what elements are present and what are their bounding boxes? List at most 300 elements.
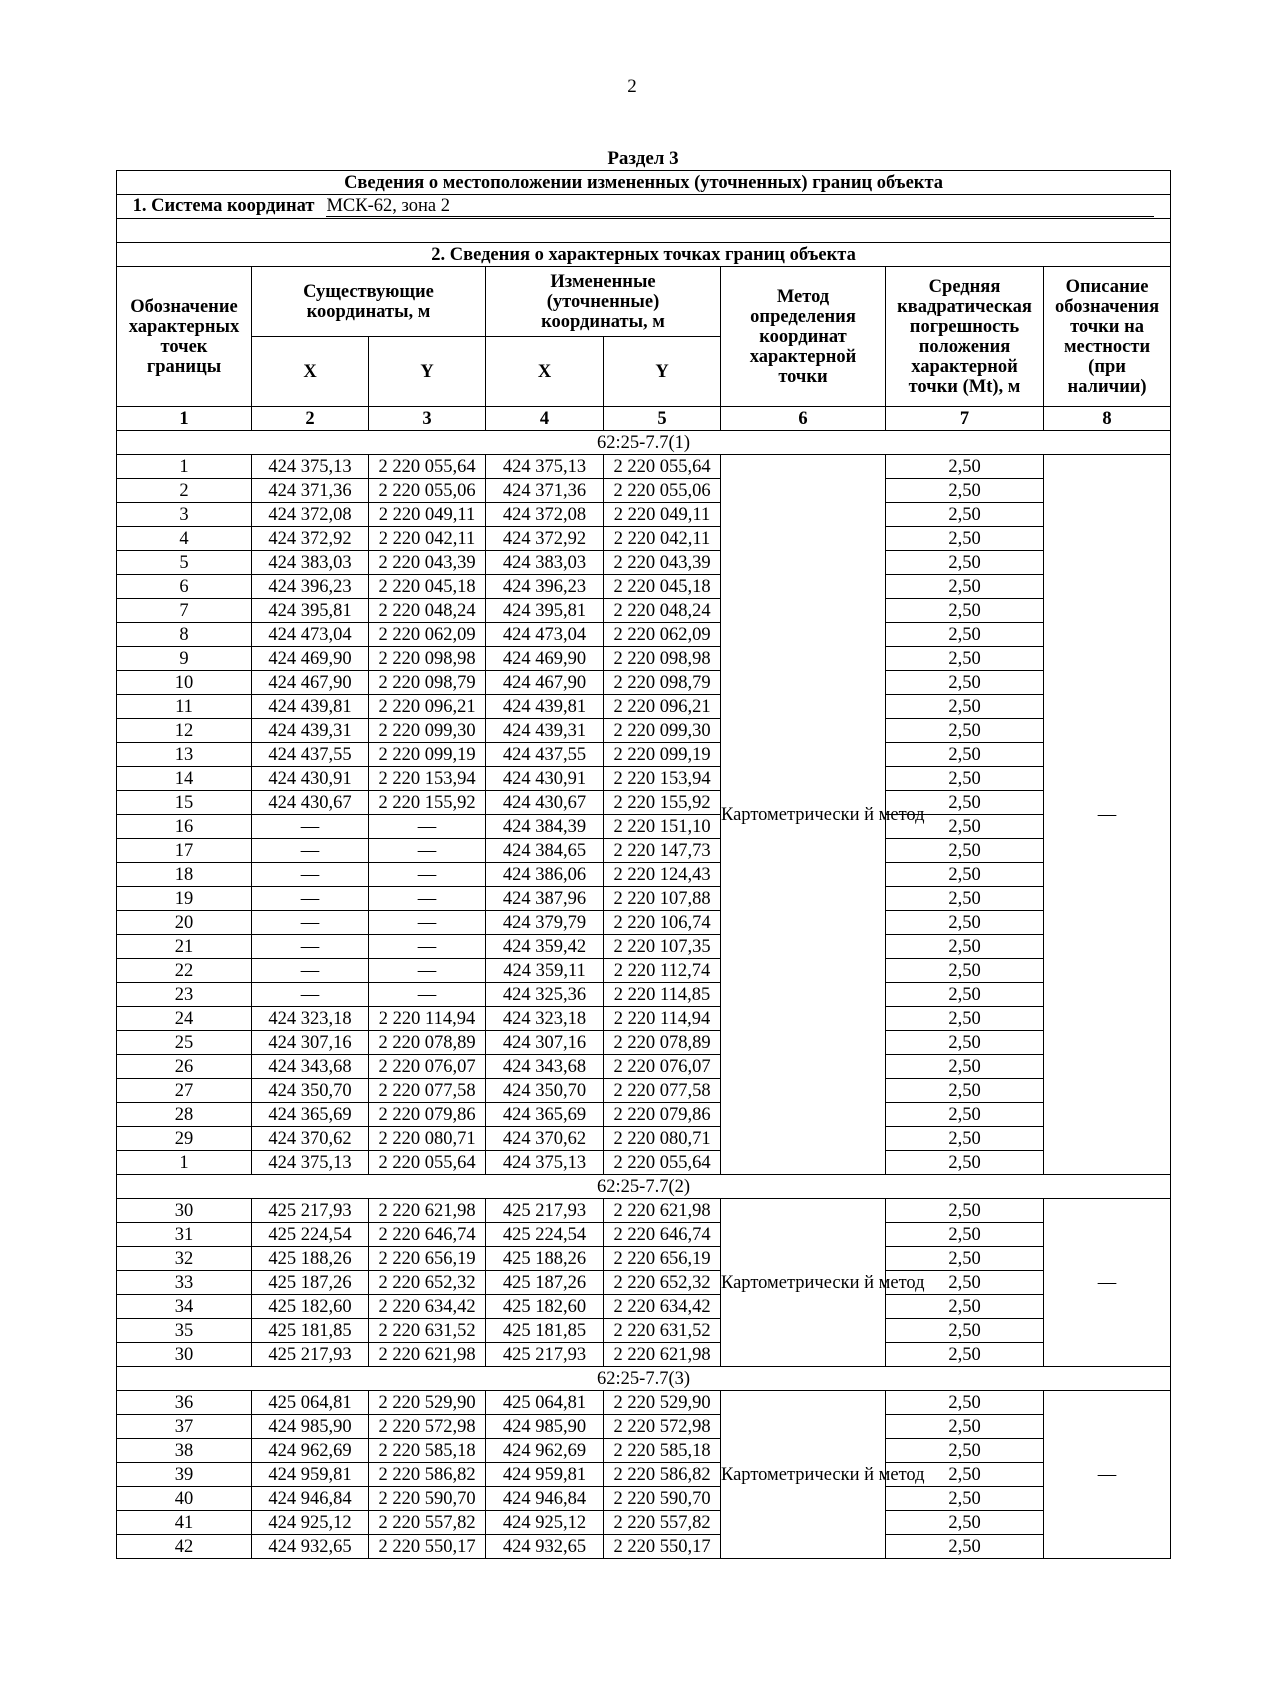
changed-x: 424 386,06 <box>486 863 604 887</box>
changed-x: 424 946,84 <box>486 1487 604 1511</box>
changed-x: 425 224,54 <box>486 1223 604 1247</box>
existing-x: 424 383,03 <box>252 551 369 575</box>
existing-y: 2 220 572,98 <box>369 1415 486 1439</box>
point-number: 14 <box>117 767 252 791</box>
point-number: 20 <box>117 911 252 935</box>
changed-x: 424 430,91 <box>486 767 604 791</box>
coord-system-row <box>117 195 1171 219</box>
point-number: 6 <box>117 575 252 599</box>
table-row <box>117 695 1171 719</box>
existing-y: 2 220 098,98 <box>369 647 486 671</box>
existing-y: 2 220 099,19 <box>369 743 486 767</box>
changed-y: 2 220 078,89 <box>604 1031 721 1055</box>
changed-y: 2 220 043,39 <box>604 551 721 575</box>
table-row <box>117 455 1171 479</box>
changed-y: 2 220 550,17 <box>604 1535 721 1559</box>
existing-x: 424 437,55 <box>252 743 369 767</box>
error-value: 2,50 <box>886 455 1044 479</box>
table-row <box>117 1223 1171 1247</box>
error-value: 2,50 <box>886 1271 1044 1295</box>
changed-x: 425 217,93 <box>486 1343 604 1367</box>
group-name: 62:25-7.7(2) <box>117 1175 1171 1199</box>
existing-x: — <box>252 839 369 863</box>
error-value: 2,50 <box>886 527 1044 551</box>
existing-x: 424 350,70 <box>252 1079 369 1103</box>
error-value: 2,50 <box>886 1511 1044 1535</box>
existing-y: 2 220 096,21 <box>369 695 486 719</box>
changed-x: 424 375,13 <box>486 1151 604 1175</box>
existing-x: 424 372,08 <box>252 503 369 527</box>
existing-y: 2 220 043,39 <box>369 551 486 575</box>
point-number: 21 <box>117 935 252 959</box>
existing-x: — <box>252 935 369 959</box>
existing-x: — <box>252 863 369 887</box>
error-value: 2,50 <box>886 623 1044 647</box>
existing-y: 2 220 153,94 <box>369 767 486 791</box>
table-row <box>117 671 1171 695</box>
changed-y: 2 220 098,98 <box>604 647 721 671</box>
existing-x: 424 925,12 <box>252 1511 369 1535</box>
changed-y: 2 220 586,82 <box>604 1463 721 1487</box>
point-number: 34 <box>117 1295 252 1319</box>
point-number: 1 <box>117 1151 252 1175</box>
column-number: 4 <box>486 407 604 431</box>
point-number: 22 <box>117 959 252 983</box>
point-number: 26 <box>117 1055 252 1079</box>
changed-x: 424 370,62 <box>486 1127 604 1151</box>
changed-y: 2 220 124,43 <box>604 863 721 887</box>
changed-x: 424 467,90 <box>486 671 604 695</box>
point-number: 16 <box>117 815 252 839</box>
error-value: 2,50 <box>886 767 1044 791</box>
changed-x: 424 365,69 <box>486 1103 604 1127</box>
column-number: 5 <box>604 407 721 431</box>
existing-y: 2 220 098,79 <box>369 671 486 695</box>
existing-y: 2 220 079,86 <box>369 1103 486 1127</box>
existing-y: 2 220 646,74 <box>369 1223 486 1247</box>
changed-y: 2 220 080,71 <box>604 1127 721 1151</box>
column-number: 3 <box>369 407 486 431</box>
error-value: 2,50 <box>886 575 1044 599</box>
description-cell: — <box>1044 455 1171 1175</box>
table-row <box>117 1487 1171 1511</box>
existing-x: — <box>252 815 369 839</box>
existing-y: — <box>369 911 486 935</box>
changed-y: 2 220 631,52 <box>604 1319 721 1343</box>
point-number: 40 <box>117 1487 252 1511</box>
point-number: 7 <box>117 599 252 623</box>
error-value: 2,50 <box>886 1343 1044 1367</box>
description-cell: — <box>1044 1199 1171 1367</box>
point-number: 32 <box>117 1247 252 1271</box>
point-number: 30 <box>117 1199 252 1223</box>
existing-y: 2 220 077,58 <box>369 1079 486 1103</box>
changed-y: 2 220 099,30 <box>604 719 721 743</box>
changed-y: 2 220 151,10 <box>604 815 721 839</box>
table-row <box>117 1415 1171 1439</box>
changed-x: 424 932,65 <box>486 1535 604 1559</box>
error-value: 2,50 <box>886 911 1044 935</box>
column-number: 1 <box>117 407 252 431</box>
changed-x: 424 962,69 <box>486 1439 604 1463</box>
existing-y: — <box>369 959 486 983</box>
error-value: 2,50 <box>886 1151 1044 1175</box>
changed-x: 424 372,08 <box>486 503 604 527</box>
error-value: 2,50 <box>886 599 1044 623</box>
existing-y: 2 220 586,82 <box>369 1463 486 1487</box>
existing-x: 424 959,81 <box>252 1463 369 1487</box>
point-number: 30 <box>117 1343 252 1367</box>
changed-y: 2 220 062,09 <box>604 623 721 647</box>
header-changed-y: Y <box>604 337 721 407</box>
point-number: 12 <box>117 719 252 743</box>
existing-y: 2 220 042,11 <box>369 527 486 551</box>
changed-x: 424 372,92 <box>486 527 604 551</box>
existing-x: 424 439,81 <box>252 695 369 719</box>
changed-x: 424 384,65 <box>486 839 604 863</box>
existing-y: 2 220 621,98 <box>369 1343 486 1367</box>
table-row <box>117 527 1171 551</box>
changed-y: 2 220 652,32 <box>604 1271 721 1295</box>
changed-x: 424 359,42 <box>486 935 604 959</box>
header-existing-coordinates: Существующие координаты, м <box>252 267 486 337</box>
changed-x: 424 959,81 <box>486 1463 604 1487</box>
point-number: 25 <box>117 1031 252 1055</box>
table-row <box>117 1031 1171 1055</box>
header-changed-x: X <box>486 337 604 407</box>
point-number: 17 <box>117 839 252 863</box>
existing-y: 2 220 055,64 <box>369 1151 486 1175</box>
changed-y: 2 220 557,82 <box>604 1511 721 1535</box>
existing-x: 424 307,16 <box>252 1031 369 1055</box>
existing-x: 424 396,23 <box>252 575 369 599</box>
changed-y: 2 220 621,98 <box>604 1343 721 1367</box>
existing-x: 425 064,81 <box>252 1391 369 1415</box>
existing-x: 425 188,26 <box>252 1247 369 1271</box>
changed-y: 2 220 114,94 <box>604 1007 721 1031</box>
existing-x: 424 932,65 <box>252 1535 369 1559</box>
table-row <box>117 551 1171 575</box>
changed-y: 2 220 048,24 <box>604 599 721 623</box>
error-value: 2,50 <box>886 479 1044 503</box>
existing-x: — <box>252 959 369 983</box>
existing-x: 424 370,62 <box>252 1127 369 1151</box>
changed-x: 424 379,79 <box>486 911 604 935</box>
point-number: 28 <box>117 1103 252 1127</box>
point-number: 11 <box>117 695 252 719</box>
table-row <box>117 1511 1171 1535</box>
column-number: 8 <box>1044 407 1171 431</box>
changed-y: 2 220 656,19 <box>604 1247 721 1271</box>
existing-x: 424 395,81 <box>252 599 369 623</box>
changed-x: 424 469,90 <box>486 647 604 671</box>
existing-x: 424 375,13 <box>252 455 369 479</box>
error-value: 2,50 <box>886 1199 1044 1223</box>
existing-x: 425 182,60 <box>252 1295 369 1319</box>
error-value: 2,50 <box>886 1055 1044 1079</box>
existing-y: 2 220 652,32 <box>369 1271 486 1295</box>
existing-x: — <box>252 887 369 911</box>
error-value: 2,50 <box>886 671 1044 695</box>
changed-x: 424 383,03 <box>486 551 604 575</box>
column-number: 7 <box>886 407 1044 431</box>
point-number: 3 <box>117 503 252 527</box>
table-row <box>117 1391 1171 1415</box>
method-cell: Картометрически й метод <box>721 1199 886 1367</box>
changed-y: 2 220 055,06 <box>604 479 721 503</box>
existing-y: 2 220 055,06 <box>369 479 486 503</box>
error-value: 2,50 <box>886 743 1044 767</box>
error-value: 2,50 <box>886 1487 1044 1511</box>
changed-y: 2 220 114,85 <box>604 983 721 1007</box>
changed-y: 2 220 055,64 <box>604 455 721 479</box>
existing-y: 2 220 049,11 <box>369 503 486 527</box>
changed-y: 2 220 098,79 <box>604 671 721 695</box>
error-value: 2,50 <box>886 1247 1044 1271</box>
changed-x: 424 375,13 <box>486 455 604 479</box>
table-row <box>117 1463 1171 1487</box>
changed-x: 424 396,23 <box>486 575 604 599</box>
changed-y: 2 220 076,07 <box>604 1055 721 1079</box>
table-row <box>117 1319 1171 1343</box>
method-cell: Картометрически й метод <box>721 1391 886 1559</box>
existing-x: — <box>252 911 369 935</box>
header-existing-y: Y <box>369 337 486 407</box>
existing-y: 2 220 656,19 <box>369 1247 486 1271</box>
error-value: 2,50 <box>886 1223 1044 1247</box>
table-row <box>117 911 1171 935</box>
changed-x: 424 371,36 <box>486 479 604 503</box>
error-value: 2,50 <box>886 1415 1044 1439</box>
table-row <box>117 719 1171 743</box>
table-row <box>117 1055 1171 1079</box>
point-number: 23 <box>117 983 252 1007</box>
changed-y: 2 220 112,74 <box>604 959 721 983</box>
table-row <box>117 1295 1171 1319</box>
header-designation: Обозначение характерных точек границы <box>117 267 252 407</box>
changed-x: 424 325,36 <box>486 983 604 1007</box>
existing-y: 2 220 078,89 <box>369 1031 486 1055</box>
table-row <box>117 935 1171 959</box>
error-value: 2,50 <box>886 1463 1044 1487</box>
point-number: 18 <box>117 863 252 887</box>
error-value: 2,50 <box>886 935 1044 959</box>
changed-y: 2 220 590,70 <box>604 1487 721 1511</box>
error-value: 2,50 <box>886 1007 1044 1031</box>
header-method: Метод определения координат характерной точки <box>721 267 886 407</box>
error-value: 2,50 <box>886 1391 1044 1415</box>
existing-x: 424 365,69 <box>252 1103 369 1127</box>
error-value: 2,50 <box>886 959 1044 983</box>
error-value: 2,50 <box>886 1103 1044 1127</box>
existing-y: 2 220 114,94 <box>369 1007 486 1031</box>
changed-y: 2 220 572,98 <box>604 1415 721 1439</box>
existing-x: 424 375,13 <box>252 1151 369 1175</box>
error-value: 2,50 <box>886 1295 1044 1319</box>
existing-x: 424 985,90 <box>252 1415 369 1439</box>
existing-y: — <box>369 983 486 1007</box>
existing-y: 2 220 634,42 <box>369 1295 486 1319</box>
changed-x: 424 350,70 <box>486 1079 604 1103</box>
point-number: 13 <box>117 743 252 767</box>
changed-y: 2 220 079,86 <box>604 1103 721 1127</box>
table-row <box>117 791 1171 815</box>
table-row <box>117 1247 1171 1271</box>
existing-y: — <box>369 887 486 911</box>
table-row <box>117 503 1171 527</box>
changed-y: 2 220 107,88 <box>604 887 721 911</box>
existing-y: 2 220 099,30 <box>369 719 486 743</box>
changed-x: 424 323,18 <box>486 1007 604 1031</box>
existing-y: 2 220 585,18 <box>369 1439 486 1463</box>
point-number: 41 <box>117 1511 252 1535</box>
error-value: 2,50 <box>886 1535 1044 1559</box>
table-row <box>117 863 1171 887</box>
point-number: 5 <box>117 551 252 575</box>
error-value: 2,50 <box>886 791 1044 815</box>
existing-x: 424 430,91 <box>252 767 369 791</box>
table-row <box>117 1079 1171 1103</box>
error-value: 2,50 <box>886 1031 1044 1055</box>
changed-y: 2 220 045,18 <box>604 575 721 599</box>
changed-x: 424 439,81 <box>486 695 604 719</box>
error-value: 2,50 <box>886 815 1044 839</box>
changed-y: 2 220 147,73 <box>604 839 721 863</box>
changed-x: 425 187,26 <box>486 1271 604 1295</box>
point-number: 36 <box>117 1391 252 1415</box>
error-value: 2,50 <box>886 839 1044 863</box>
changed-y: 2 220 055,64 <box>604 1151 721 1175</box>
changed-y: 2 220 077,58 <box>604 1079 721 1103</box>
existing-y: 2 220 080,71 <box>369 1127 486 1151</box>
table-row <box>117 815 1171 839</box>
table-row <box>117 767 1171 791</box>
changed-x: 425 217,93 <box>486 1199 604 1223</box>
existing-y: 2 220 550,17 <box>369 1535 486 1559</box>
header-changed-coordinates: Измененные (уточненные) координаты, м <box>486 267 721 337</box>
table-row <box>117 1271 1171 1295</box>
existing-x: 425 217,93 <box>252 1199 369 1223</box>
point-number: 9 <box>117 647 252 671</box>
group-row <box>117 1367 1171 1391</box>
changed-x: 424 387,96 <box>486 887 604 911</box>
existing-y: 2 220 621,98 <box>369 1199 486 1223</box>
method-cell: Картометрически й метод <box>721 455 886 1175</box>
table-row <box>117 599 1171 623</box>
header-description: Описание обозначения точки на местности (при наличии) <box>1044 267 1171 407</box>
spacer-row <box>117 219 1171 243</box>
existing-x: 425 181,85 <box>252 1319 369 1343</box>
existing-x: 424 962,69 <box>252 1439 369 1463</box>
point-number: 8 <box>117 623 252 647</box>
point-number: 33 <box>117 1271 252 1295</box>
changed-x: 424 473,04 <box>486 623 604 647</box>
existing-x: 425 217,93 <box>252 1343 369 1367</box>
table-row <box>117 983 1171 1007</box>
table-row <box>117 647 1171 671</box>
point-number: 1 <box>117 455 252 479</box>
changed-y: 2 220 106,74 <box>604 911 721 935</box>
changed-x: 424 359,11 <box>486 959 604 983</box>
error-value: 2,50 <box>886 503 1044 527</box>
table-row <box>117 1103 1171 1127</box>
point-number: 15 <box>117 791 252 815</box>
point-number: 39 <box>117 1463 252 1487</box>
error-value: 2,50 <box>886 887 1044 911</box>
point-number: 4 <box>117 527 252 551</box>
changed-y: 2 220 646,74 <box>604 1223 721 1247</box>
description-cell: — <box>1044 1391 1171 1559</box>
changed-x: 424 307,16 <box>486 1031 604 1055</box>
changed-y: 2 220 621,98 <box>604 1199 721 1223</box>
table-row <box>117 839 1171 863</box>
error-value: 2,50 <box>886 719 1044 743</box>
column-number: 2 <box>252 407 369 431</box>
existing-x: 424 323,18 <box>252 1007 369 1031</box>
point-number: 2 <box>117 479 252 503</box>
existing-y: — <box>369 815 486 839</box>
table-row <box>117 743 1171 767</box>
changed-x: 424 343,68 <box>486 1055 604 1079</box>
table-row <box>117 1007 1171 1031</box>
existing-x: 424 467,90 <box>252 671 369 695</box>
group-name: 62:25-7.7(3) <box>117 1367 1171 1391</box>
changed-x: 424 439,31 <box>486 719 604 743</box>
table-row <box>117 1439 1171 1463</box>
group-name: 62:25-7.7(1) <box>117 431 1171 455</box>
header-existing-x: X <box>252 337 369 407</box>
error-value: 2,50 <box>886 647 1044 671</box>
changed-x: 424 384,39 <box>486 815 604 839</box>
changed-x: 425 064,81 <box>486 1391 604 1415</box>
table-row <box>117 1151 1171 1175</box>
table-row <box>117 575 1171 599</box>
group-row <box>117 1175 1171 1199</box>
existing-x: 424 473,04 <box>252 623 369 647</box>
changed-y: 2 220 634,42 <box>604 1295 721 1319</box>
changed-x: 425 188,26 <box>486 1247 604 1271</box>
table-title: Сведения о местоположении измененных (уточненных) границ объекта <box>117 171 1171 195</box>
changed-y: 2 220 529,90 <box>604 1391 721 1415</box>
changed-y: 2 220 107,35 <box>604 935 721 959</box>
error-value: 2,50 <box>886 863 1044 887</box>
table-row <box>117 1199 1171 1223</box>
error-value: 2,50 <box>886 1079 1044 1103</box>
error-value: 2,50 <box>886 983 1044 1007</box>
existing-x: — <box>252 983 369 1007</box>
existing-x: 424 430,67 <box>252 791 369 815</box>
error-value: 2,50 <box>886 695 1044 719</box>
existing-x: 424 469,90 <box>252 647 369 671</box>
point-number: 37 <box>117 1415 252 1439</box>
existing-y: — <box>369 935 486 959</box>
point-number: 19 <box>117 887 252 911</box>
existing-x: 424 343,68 <box>252 1055 369 1079</box>
changed-x: 424 430,67 <box>486 791 604 815</box>
existing-x: 424 439,31 <box>252 719 369 743</box>
existing-y: 2 220 048,24 <box>369 599 486 623</box>
changed-x: 425 182,60 <box>486 1295 604 1319</box>
existing-x: 424 946,84 <box>252 1487 369 1511</box>
table-row <box>117 479 1171 503</box>
changed-y: 2 220 153,94 <box>604 767 721 791</box>
column-number: 6 <box>721 407 886 431</box>
existing-x: 425 187,26 <box>252 1271 369 1295</box>
existing-y: — <box>369 839 486 863</box>
section-title: Раздел 3 <box>607 148 679 169</box>
changed-x: 424 925,12 <box>486 1511 604 1535</box>
existing-x: 424 371,36 <box>252 479 369 503</box>
